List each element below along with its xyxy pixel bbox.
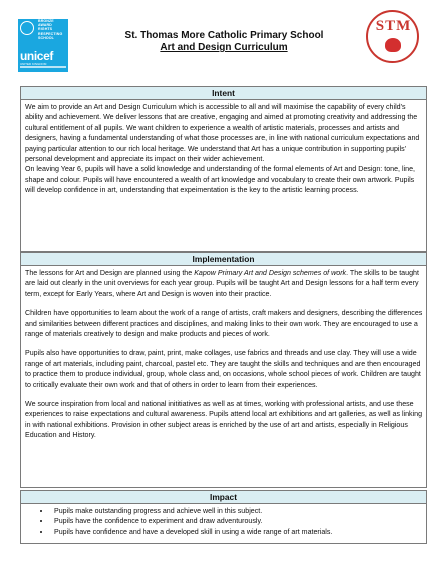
- impact-body: [20, 504, 427, 544]
- intent-paragraph: On leaving Year 6, pupils will have a solid knowledge and understanding of the formal elements of Art and Design: tone, line, shape and colour. Pupils will have encountered a wealth of art knowledge and vocabulary to create their own artwork. Pupils will develop confidence in art, understanding that expeimentation is the key to the artistic learning process.: [25, 165, 416, 195]
- list-item: • Pupils have confidence and have a developed skill in using a wide range of art materials.: [51, 527, 423, 537]
- impact-list: [25, 506, 423, 537]
- scheme-name: Kapow Primary Art and Design schemes of work: [194, 269, 347, 277]
- list-item: • Pupils have the confidence to experiment and draw adventurously.: [51, 516, 423, 526]
- implementation-paragraph: Children have opportunities to learn about the work of a range of artists, craft makers and designers, describing the differences and similarities between different practices and disciplines, and making links to their own work. They are encouraged to use a range of materials creatively to design and make products and pieces of work.: [25, 309, 423, 339]
- intent-body: [20, 100, 427, 252]
- implementation-paragraph: The lessons for Art and Design are planned using the Kapow Primary Art and Design schemes of work. The skills to be taught are laid out clearly in the unit overviews for each year group. Pupils will be taught Art and Design lessons for a half term every term, except for Early Years, where Art and Design is woven into their practice.: [25, 269, 419, 298]
- implementation-heading: Implementation: [20, 252, 427, 266]
- implementation-paragraph: Pupils also have opportunities to draw, paint, print, make collages, use fabrics and threads and use clay. They will use a wide range of art materials, including paint, charcoal, pastel etc. They are taught the skills and techniques and are then encouraged to practice them to produce individual, group, whole class and, on occasions, whole school pieces of work. Children are taught to critically evaluate their own work and that of others in order to learn from their experiences.: [25, 349, 421, 389]
- badge-divider: [20, 66, 66, 68]
- rights-respecting-icon: [20, 21, 34, 35]
- school-name: St. Thomas More Catholic Primary School: [124, 30, 324, 41]
- intent-paragraph: We aim to provide an Art and Design Curriculum which is accessible to all and will maximise the capability of every child’s ability and achievement. We deliver lessons that are creative, engaging and aimed at promoting creativity and addressing the cultural entitlement of all pupils. We want children to experience a wealth of artistic materials, processes and artists and designers, having a fundamental understanding of what those processes are, in line with national curriculum expectations and paying particular attention to our rich local heritage. We understand that Art has a unique contribution in supporting pupils’ personal development and appreciate its impact on their wider achievement.: [25, 103, 420, 164]
- unicef-logo: unicef UNITED KINGDOM: [20, 49, 53, 66]
- document-title: Art and Design Curriculum: [160, 42, 288, 53]
- award-text: BRONZE AWARD RIGHTS RESPECTING SCHOOL: [38, 19, 63, 40]
- impact-heading: Impact: [20, 490, 427, 504]
- list-item: • Pupils make outstanding progress and achieve well in this subject.: [51, 506, 423, 516]
- intent-heading: Intent: [20, 86, 427, 100]
- implementation-paragraph: We source inspiration from local and national inititiatives as well as at times, working with professional artists, and use these experiences to raise expectations and cultural awareness. Pupils attend local art exhibitions and art galleries, as well as linking in with national exhibitions. Provision in other subject areas is enriched by the use of art and artists, especially in Religious Education and History.: [25, 400, 423, 440]
- implementation-body: [20, 266, 427, 488]
- crest-letters: STM: [375, 18, 412, 34]
